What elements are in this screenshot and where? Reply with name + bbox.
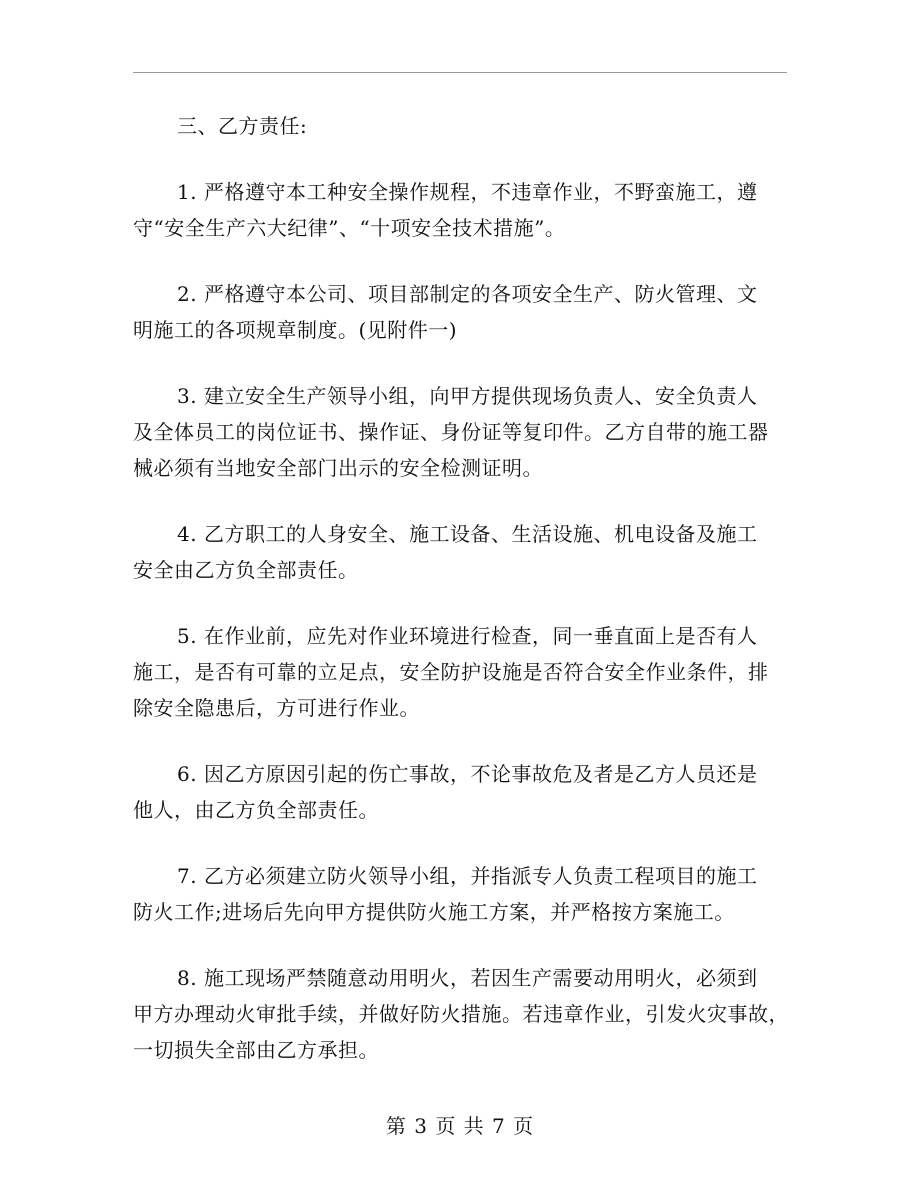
clause-line: 4. 乙方职工的人身安全、施工设备、生活设施、机电设备及施工 bbox=[177, 522, 758, 546]
clause-3 bbox=[133, 378, 787, 486]
spacer bbox=[133, 588, 787, 618]
clause-7 bbox=[133, 858, 787, 930]
spacer bbox=[133, 348, 787, 378]
clause-line: 施工，是否有可靠的立足点，安全防护设施是否符合安全作业条件，排 bbox=[133, 660, 769, 684]
clause-line: 8. 施工现场严禁随意动用明火，若因生产需要动用明火，必须到 bbox=[177, 966, 758, 990]
clause-line: 安全由乙方负全部责任。 bbox=[133, 558, 359, 582]
clause-1 bbox=[133, 174, 787, 246]
clause-line: 械必须有当地安全部门出示的安全检测证明。 bbox=[133, 456, 543, 480]
clause-line: 除安全隐患后，方可进行作业。 bbox=[133, 696, 420, 720]
clause-line: 5. 在作业前，应先对作业环境进行检查，同一垂直面上是否有人 bbox=[177, 624, 758, 648]
spacer bbox=[133, 486, 787, 516]
section-heading: 三、乙方责任: bbox=[177, 114, 308, 138]
spacer bbox=[133, 930, 787, 960]
page-number: 第 3 页 共 7 页 bbox=[385, 1114, 535, 1138]
document-body bbox=[133, 108, 787, 1068]
clause-line: 3. 建立安全生产领导小组，向甲方提供现场负责人、安全负责人 bbox=[177, 384, 758, 408]
clause-line: 6. 因乙方原因引起的伤亡事故，不论事故危及者是乙方人员还是 bbox=[177, 762, 758, 786]
clause-6 bbox=[133, 756, 787, 828]
clause-line: 一切损失全部由乙方承担。 bbox=[133, 1038, 379, 1062]
spacer bbox=[133, 726, 787, 756]
spacer bbox=[133, 246, 787, 276]
clause-line: 守“安全生产六大纪律”、“十项安全技术措施”。 bbox=[133, 216, 566, 240]
clause-line: 甲方办理动火审批手续，并做好防火措施。若违章作业，引发火灾事故， bbox=[133, 1002, 789, 1026]
spacer bbox=[133, 828, 787, 858]
clause-line: 他人，由乙方负全部责任。 bbox=[133, 798, 379, 822]
clause-line: 7. 乙方必须建立防火领导小组，并指派专人负责工程项目的施工 bbox=[177, 864, 758, 888]
clause-5 bbox=[133, 618, 787, 726]
clause-line: 及全体员工的岗位证书、操作证、身份证等复印件。乙方自带的施工器 bbox=[133, 420, 769, 444]
header-rule bbox=[133, 72, 787, 73]
clause-4 bbox=[133, 516, 787, 588]
page-footer bbox=[0, 1112, 920, 1140]
clause-line: 防火工作;进场后先向甲方提供防火施工方案，并严格按方案施工。 bbox=[133, 900, 735, 924]
clause-line: 1. 严格遵守本工种安全操作规程，不违章作业，不野蛮施工，遵 bbox=[177, 180, 758, 204]
clause-8 bbox=[133, 960, 787, 1068]
spacer bbox=[133, 144, 787, 174]
clause-2 bbox=[133, 276, 787, 348]
clause-line: 明施工的各项规章制度。(见附件一) bbox=[133, 318, 458, 342]
clause-line: 2. 严格遵守本公司、项目部制定的各项安全生产、防火管理、文 bbox=[177, 282, 758, 306]
